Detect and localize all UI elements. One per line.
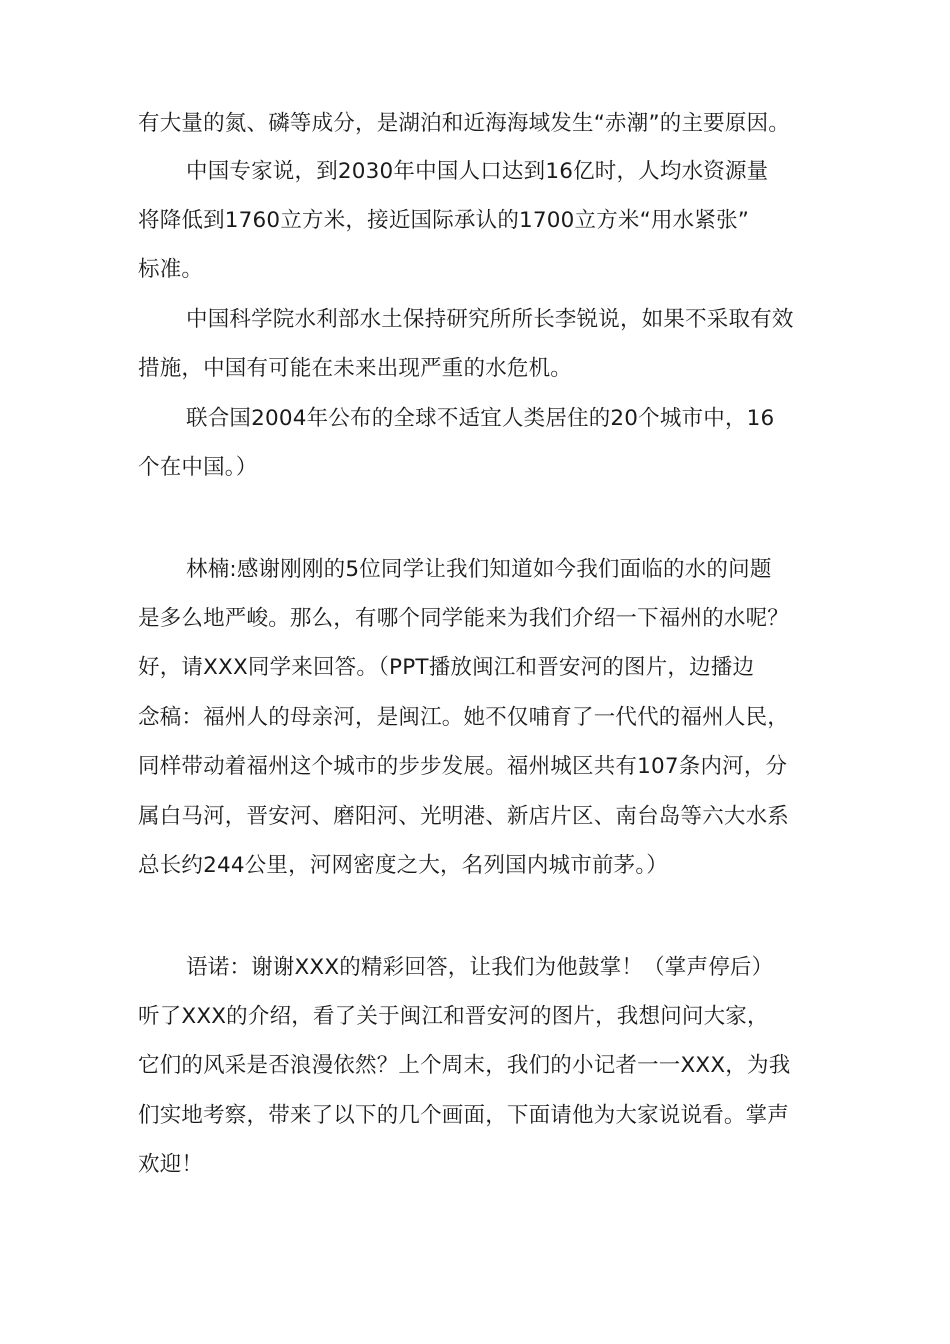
text-line: 同样带动着福州这个城市的步步发展。福州城区共有107条内河，分	[138, 754, 788, 779]
text-line: 好，请XXX同学来回答。（PPT播放闽江和晋安河的图片，边播边	[138, 655, 755, 680]
text-line: 措施，中国有可能在未来出现严重的水危机。	[138, 356, 573, 381]
text-line: 有大量的氮、磷等成分，是湖泊和近海海域发生“赤潮”的主要原因。	[138, 111, 790, 136]
text-line: 中国科学院水利部水土保持研究所所长李锐说，如果不采取有效	[186, 307, 794, 332]
text-line: 将降低到1760立方米，接近国际承认的1700立方米“用水紧张”	[138, 208, 750, 233]
text-line: 标准。	[138, 257, 204, 282]
text-line: 属白马河，晋安河、磨阳河、光明港、新店片区、南台岛等六大水系	[138, 804, 790, 829]
text-line: 中国专家说，到2030年中国人口达到16亿时，人均水资源量	[186, 159, 769, 184]
text-line: 总长约244公里，河网密度之大，名列国内城市前茅。）	[138, 853, 668, 878]
text-line: 是多么地严峻。那么，有哪个同学能来为我们介绍一下福州的水呢？	[138, 606, 790, 631]
text-line: 念稿：福州人的母亲河，是闽江。她不仅哺育了一代代的福州人民，	[138, 705, 790, 730]
text-line: 联合国2004年公布的全球不适宜人类居住的20个城市中，16	[186, 406, 775, 431]
text-line: 语诺：谢谢XXX的精彩回答，让我们为他鼓掌！（掌声停后）	[186, 955, 774, 980]
text-line: 听了XXX的介绍，看了关于闽江和晋安河的图片，我想问问大家，	[138, 1004, 769, 1029]
text-line: 林楠:感谢刚刚的5位同学让我们知道如今我们面临的水的问题	[186, 557, 772, 582]
text-line: 们实地考察，带来了以下的几个画面，下面请他为大家说说看。掌声	[138, 1103, 790, 1128]
text-line: 它们的风采是否浪漫依然？上个周末，我们的小记者一一XXX，为我	[138, 1053, 791, 1078]
text-line: 个在中国。）	[138, 455, 258, 480]
text-line: 欢迎！	[138, 1152, 204, 1177]
